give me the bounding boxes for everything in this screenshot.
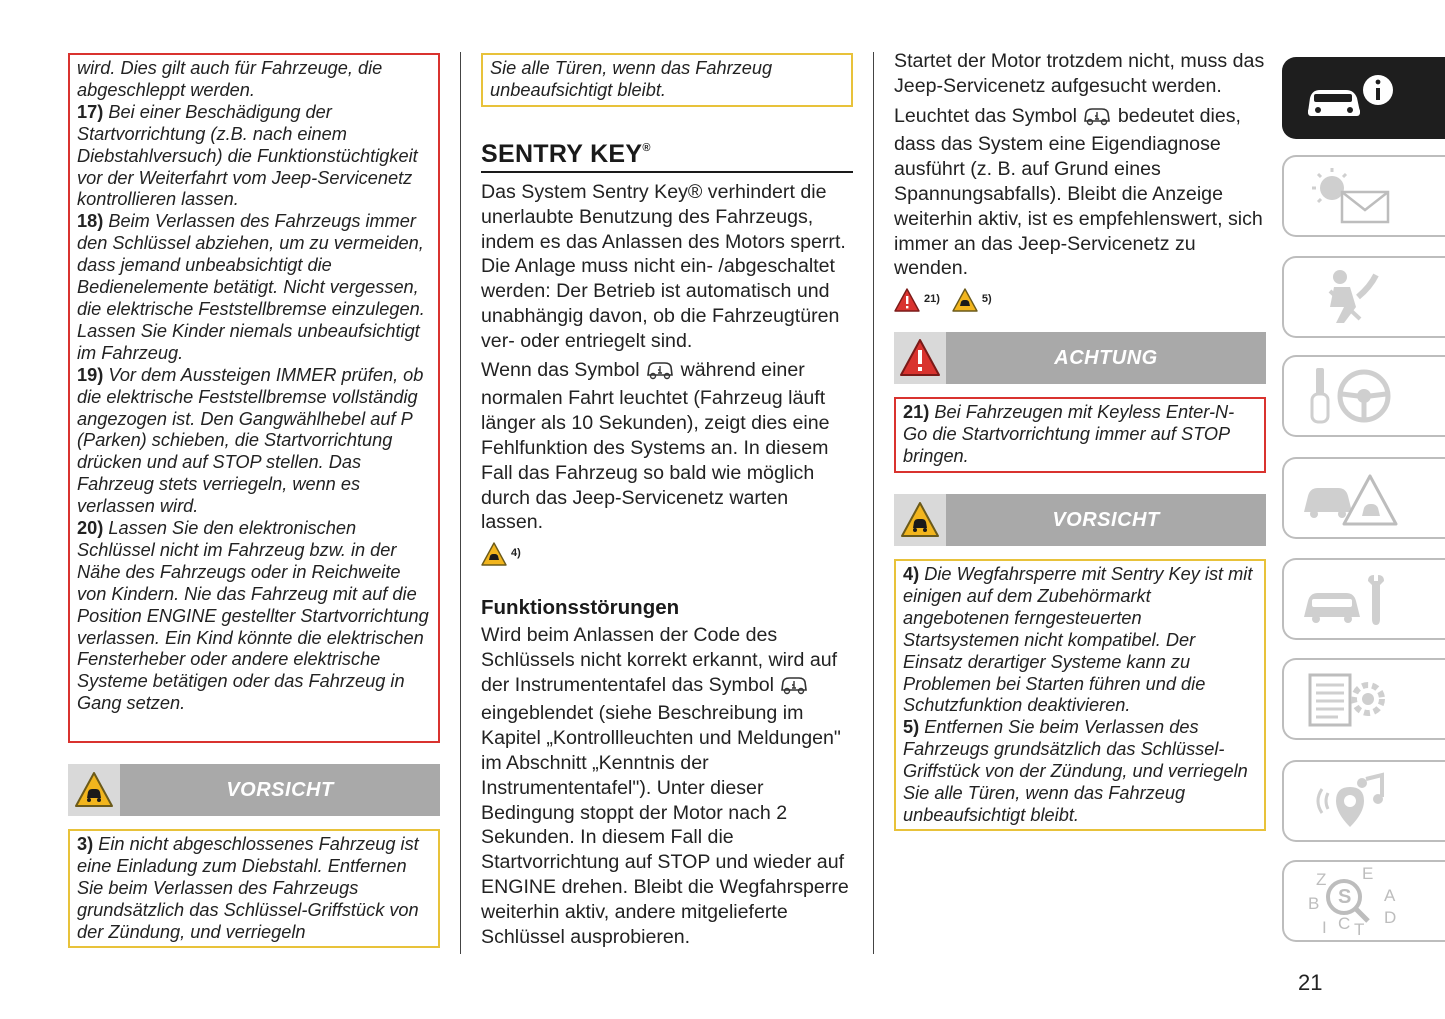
column-divider <box>460 52 461 954</box>
achtung-banner <box>894 332 1266 384</box>
tab-maintenance[interactable] <box>1282 558 1445 640</box>
danger-note-21: 21) Bei Fahrzeugen mit Keyless Enter-N-Go die Startvorrichtung immer auf STOP bringen. <box>903 402 1235 466</box>
car-info-icon <box>1300 68 1400 128</box>
caution-ref-number: 5) <box>981 293 992 306</box>
index-letter: C <box>1338 914 1351 933</box>
index-icon <box>1300 863 1400 939</box>
car-key-warning-icon <box>1082 104 1112 133</box>
key-steering-icon <box>1300 366 1400 426</box>
caution-note-5: 5) Entfernen Sie beim Verlassen des Fahrzeugs grundsätzlich das Schlüssel-Griffstück von der Zündung, und verriegeln Sie alle Türen, wenn das Fahrzeug unbeaufsichtigt bleibt. <box>903 717 1248 825</box>
airbag-seat-icon <box>1300 267 1400 327</box>
caution-small-icon <box>481 542 507 566</box>
index-letter: D <box>1384 908 1397 927</box>
tab-vehicle-info[interactable] <box>1282 57 1445 139</box>
vorsicht-banner <box>894 494 1266 546</box>
index-letter: I <box>1322 918 1327 937</box>
warning-note-20: 20) Lassen Sie den elektronischen Schlüssel nicht im Fahrzeug bzw. in der Nähe des Fahrzeugs oder in Reichweite von Kindern. Nie das Fahrzeug mit auf die Position ENGINE gestellter Startvorrichtung verlassen. Ein Kind könnte die elektrischen Fensterheber oder andere elektrische Systeme betätigen oder das Fahrzeug in Gang setzen. <box>77 518 429 714</box>
specs-gear-icon <box>1300 669 1400 729</box>
continued-body <box>894 49 1266 312</box>
vorsicht-label: VORSICHT <box>1052 508 1160 531</box>
warning-note-19: 19) Vor dem Aussteigen IMMER prüfen, ob die elektrische Feststellbremse vollständig angezogen ist. Den Gangwählhebel auf P (Parken) schieben, die Startvorrichtung drücken und auf STOP stellen. Das Fahrzeug stets verriegeln, wenn es verlassen wird. <box>77 364 424 517</box>
tab-multimedia[interactable] <box>1282 760 1445 842</box>
car-key-warning-icon <box>645 358 675 387</box>
car-key-warning-icon <box>779 673 809 702</box>
page-number: 21 <box>1298 970 1323 995</box>
caution-note-4: 4) Die Wegfahrsperre mit Sentry Key ist mit einigen auf dem Zubehörmarkt angebotenen ferngesteuerten Startsystemen nicht kompatibel. Der Einsatz derartiger Systeme kann zu Problemen bei Starten führen und die Schutzfunktion deaktivieren. <box>903 564 1253 716</box>
paragraph-diagnosis: Leuchtet das Symbol bedeutet dies, dass das System eine Eigendiagnose ausführt (z. B. auf Grund eines Spannungsabfalls). Bleibt die Anzeige weiterhin aktiv, ist es empfehlenswert, sich immer an das Jeep-Servicenetz zu wenden. <box>894 104 1263 280</box>
vorsicht-label: VORSICHT <box>226 778 334 801</box>
caution-reference <box>481 541 849 572</box>
warning-note-17: 17) Bei einer Beschädigung der Startvorrichtung (z.B. nach einem Diebstahlversuch) die Funktionstüchtigkeit vor der Weiterfahrt vom Jeep-Servicenetz kontrollieren lassen. <box>77 101 418 210</box>
tab-lights-messages[interactable] <box>1282 155 1445 237</box>
danger-small-icon <box>894 288 920 312</box>
paragraph-malfunction: Wird beim Anlassen der Code des Schlüssels nicht korrekt erkannt, wird auf der Instrumententafel das Symbol eingeblendet (siehe Beschreibung im Kapitel „Kontrollleuchten und Meldungen" im Abschnitt „Kenntnis der Instrumententafel"). Unter dieser Bedingung stoppt der Motor nach 2 Sekunden. In diesem Fall die Startvorrichtung auf STOP und wieder auf ENGINE drehen. Bleibt die Wegfahrsperre weiterhin aktiv, andere mitgelieferte Schlüssel ausprobieren. <box>481 624 849 948</box>
warning-notes-box <box>68 53 440 743</box>
caution-note-box <box>68 829 440 948</box>
references-row <box>894 287 1266 312</box>
paragraph-symbol: Wenn das Symbol während einer normalen Fahrt leuchtet (Fahrzeug läuft länger als 10 Sekunden), zeigt dies eine Fehlfunktion des Systems an. In diesem Fall das Fahrzeug so bald wie möglich durch das Jeep-Servicenetz warten lassen. <box>481 358 830 534</box>
caution-note-continued: Sie alle Türen, wenn das Fahrzeug unbeaufsichtigt bleibt. <box>481 53 853 107</box>
multimedia-icon <box>1300 771 1400 831</box>
index-letter: B <box>1308 894 1320 913</box>
danger-icon <box>894 332 946 384</box>
caution-note-3: 3) Ein nicht abgeschlossenes Fahrzeug ist eine Einladung zum Diebstahl. Entfernen Sie beim Verlassen des Fahrzeugs grundsätzlich das Schlüssel-Griffstück von der Zündung, und verriegeln <box>77 834 419 942</box>
danger-ref-number: 21) <box>924 293 940 306</box>
caution-icon <box>894 494 946 546</box>
tab-technical-data[interactable] <box>1282 658 1445 740</box>
caution-icon <box>68 764 120 816</box>
section-heading: SENTRY KEY® <box>481 140 853 173</box>
caution-ref-number: 4) <box>511 547 521 560</box>
subsection-body <box>481 623 849 949</box>
car-service-icon <box>1300 569 1400 629</box>
tab-index[interactable] <box>1282 860 1445 942</box>
achtung-label: ACHTUNG <box>1054 346 1158 369</box>
caution-small-icon <box>952 288 978 312</box>
lights-message-icon <box>1300 166 1400 226</box>
paragraph-intro: Das System Sentry Key® verhindert die unerlaubte Benutzung des Fahrzeugs, indem es das Anlassen des Motors sperrt. Die Anlage muss nicht ein- /abgeschaltet werden: Der Betrieb ist automatisch und unabhängig davon, ob die Fahrzeugtüren ver- oder entriegelt sind. <box>481 181 846 352</box>
warning-intro: wird. Dies gilt auch für Fahrzeuge, die abgeschleppt werden. <box>77 58 383 100</box>
index-letter: T <box>1354 920 1365 939</box>
tab-starting-driving[interactable] <box>1282 355 1445 437</box>
section-body <box>481 180 849 572</box>
tab-emergency[interactable] <box>1282 457 1445 539</box>
tab-safety[interactable] <box>1282 256 1445 338</box>
caution-notes-box <box>894 559 1266 831</box>
index-letter: Z <box>1316 870 1327 889</box>
paragraph-service: Startet der Motor trotzdem nicht, muss das Jeep-Servicenetz aufgesucht werden. <box>894 50 1265 97</box>
car-warning-icon <box>1300 468 1400 528</box>
index-letter: A <box>1384 886 1396 905</box>
column-divider <box>873 52 874 954</box>
subsection-heading: Funktionsstörungen <box>481 596 680 619</box>
index-letter: E <box>1362 864 1374 883</box>
index-letter: S <box>1338 886 1352 908</box>
warning-note-18: 18) Beim Verlassen des Fahrzeugs immer den Schlüssel abziehen, um zu vermeiden, dass jemand unbeabsichtigt die Bedienelemente betätigt. Nicht vergessen, die elektrische Feststellbremse einzulegen. Lassen Sie Kinder niemals unbeaufsichtigt im Fahrzeug. <box>77 211 425 363</box>
vorsicht-banner <box>68 764 440 816</box>
danger-note-box <box>894 397 1266 473</box>
